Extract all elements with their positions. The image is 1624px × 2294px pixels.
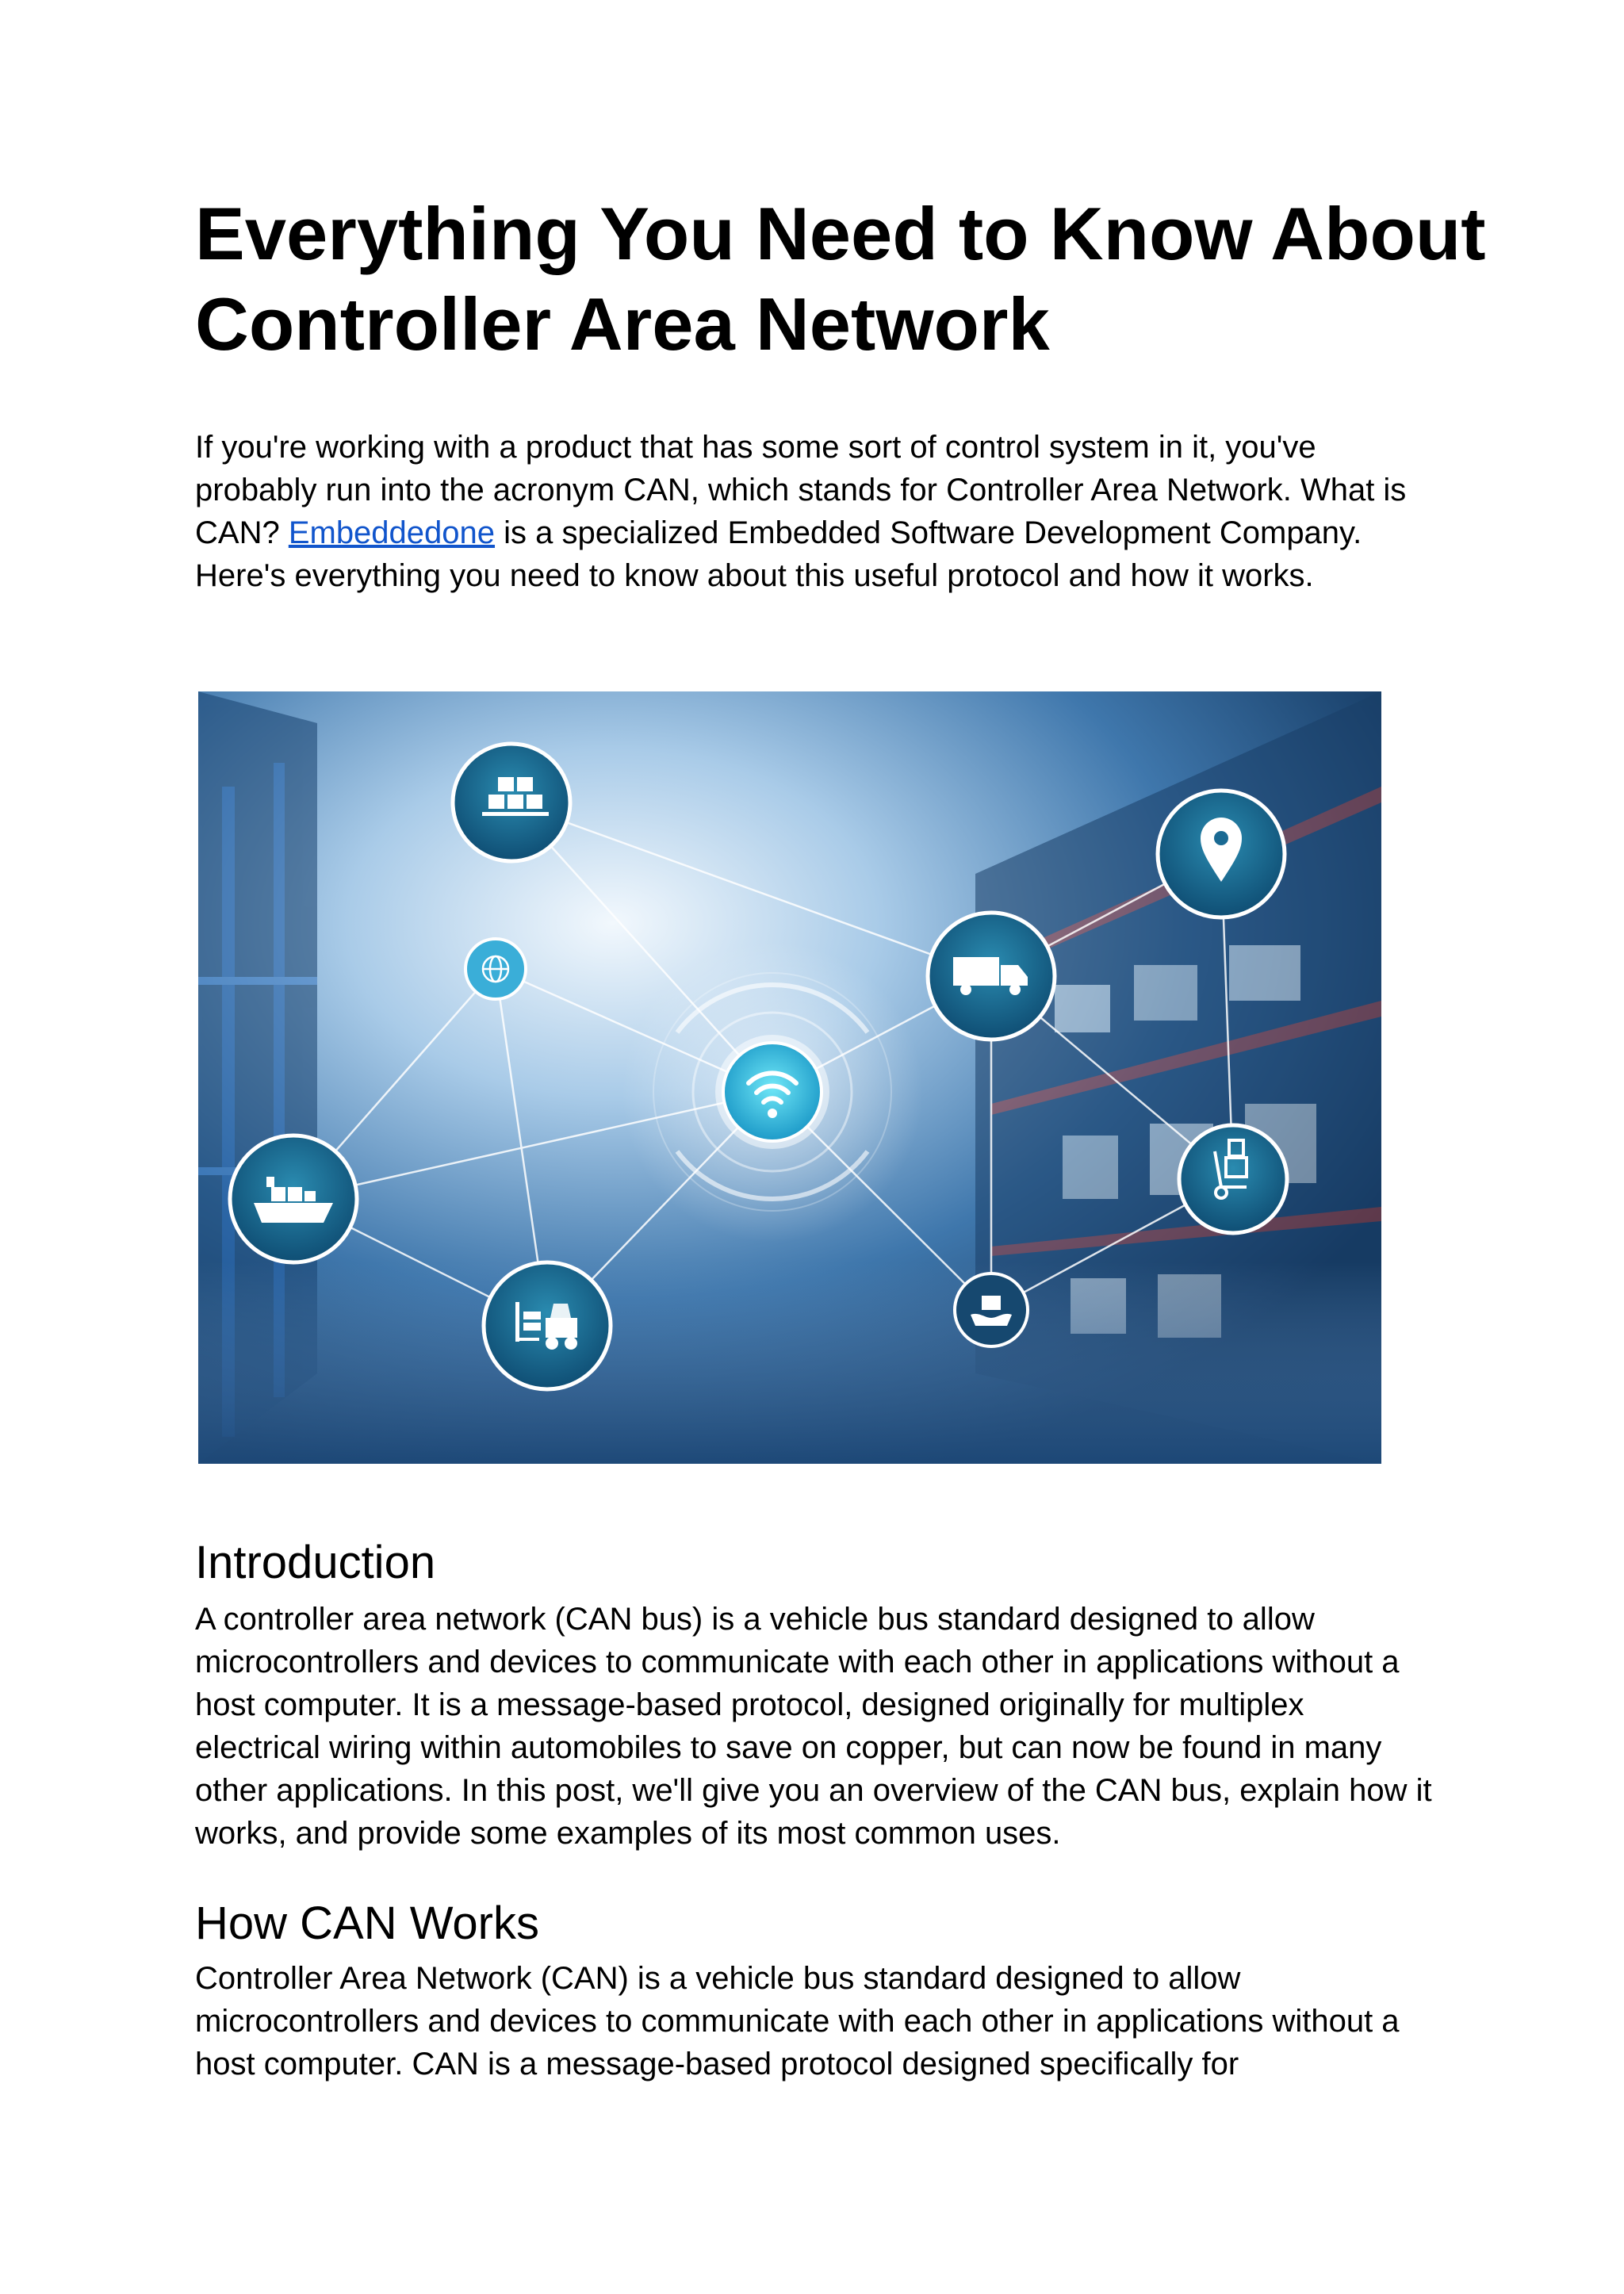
page-title: Everything You Need to Know About Controller Area Network	[195, 192, 1486, 366]
intro-text-start: If you're working with a product that has some sort of control system in it, you've probably run into the acronym CAN, which stands for Controller Area Network. What is CAN?	[195, 430, 1407, 550]
hand-truck-icon	[1179, 1125, 1287, 1233]
section-body-introduction: A controller area network (CAN bus) is a vehicle bus standard designed to allow microcontrollers and devices to communicate with each other in applications without a host computer. It is a message-based protocol, designed originally for multiplex electrical wiring within automobiles to save on copper, but can now be found in many other applications. In this post, we'll give you an overview of the CAN bus, explain how it works, and provide some examples of its most common uses.	[195, 1602, 1432, 1851]
location-pin-icon	[1158, 791, 1285, 917]
intro-paragraph	[195, 426, 1432, 597]
section-body-how-can-works: Controller Area Network (CAN) is a vehicle bus standard designed to allow microcontrollers and devices to communicate with each other in applications without a host computer. CAN is a message-based protocol designed specifically for	[195, 1961, 1400, 2081]
section-heading-how-can-works: How CAN Works	[195, 1898, 539, 1949]
embeddedone-link[interactable]: Embeddedone	[288, 515, 496, 550]
truck-icon	[928, 913, 1055, 1040]
globe-icon	[465, 939, 526, 999]
network-illustration	[198, 691, 1381, 1464]
hand-package-icon	[955, 1273, 1028, 1346]
ship-icon	[230, 1136, 357, 1262]
boxes-icon	[453, 744, 570, 861]
section-heading-introduction: Introduction	[195, 1537, 436, 1588]
intro-text-end: is a specialized Embedded Software Development Company. Here's everything you need to know about this useful protocol and how it works.	[195, 515, 1362, 593]
wifi-icon	[715, 1035, 829, 1149]
forklift-icon	[484, 1262, 611, 1389]
